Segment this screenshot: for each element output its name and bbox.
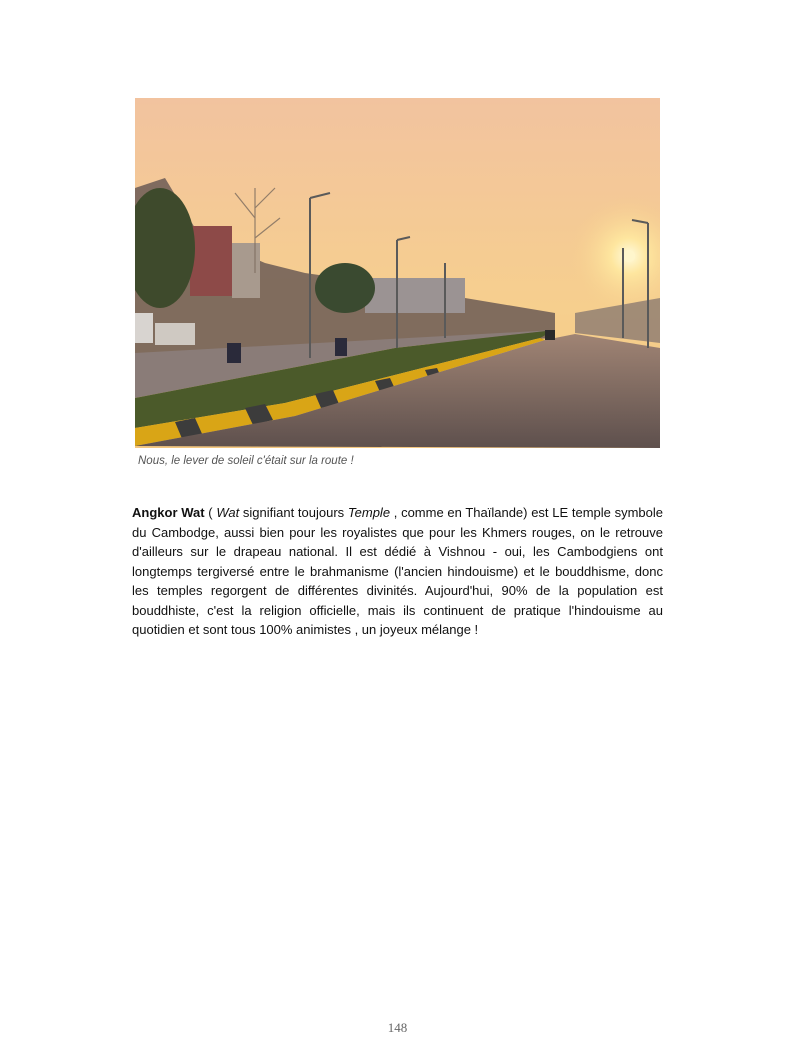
text-segment: ( bbox=[204, 505, 217, 520]
photo-caption: Nous, le lever de soleil c'était sur la route ! bbox=[138, 455, 354, 467]
italic-term: Temple bbox=[347, 505, 391, 520]
street-sunrise-photo bbox=[135, 98, 660, 448]
photo-street-sunrise-icon bbox=[135, 98, 660, 448]
text-segment: , comme en Thaïlande) est LE temple symbole du Cambodge, aussi bien pour les royalistes que pour les Khmers rouges, on le retrouve d'ailleurs sur le drapeau national. Il est dédié à Vishnou - oui, les Cambodgiens ont longtemps tergiversé entre le brahmanisme (l'ancien hindouisme) et le bouddhisme, donc les temples regorgent de différentes divinités. Aujourd'hui, 90% de la population est bouddhiste, c'est la religion officielle, mais ils continuent de pratique l'hindouisme au quotidien et sont tous 100% animistes , un joyeux mélange ! bbox=[132, 505, 663, 637]
page-number: 148 bbox=[387, 1020, 408, 1035]
text-segment: signifiant toujours bbox=[239, 505, 348, 520]
body-paragraph bbox=[132, 503, 663, 640]
bold-lead: Angkor Wat bbox=[132, 505, 205, 520]
italic-term: Wat bbox=[216, 505, 240, 520]
